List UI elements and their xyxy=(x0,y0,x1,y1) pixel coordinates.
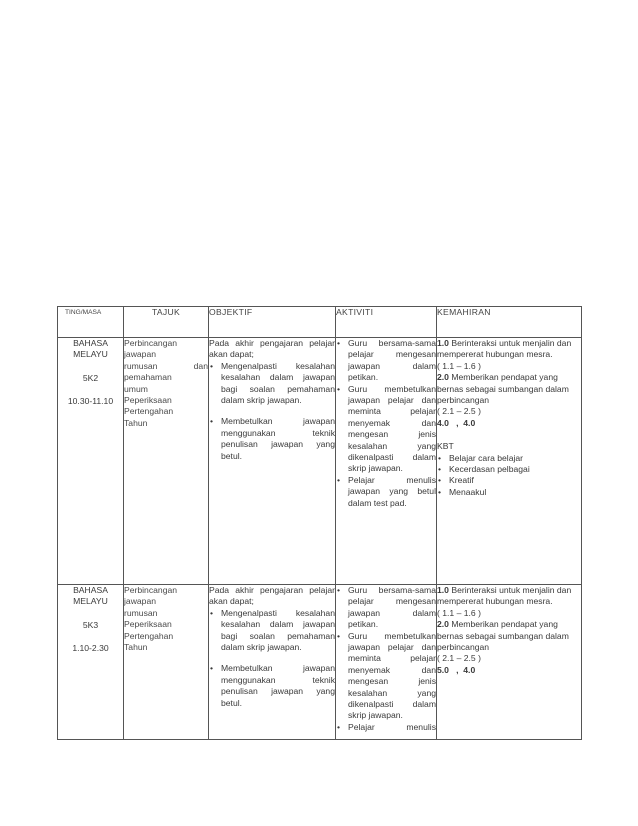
time-slot: 10.30-11.10 xyxy=(67,396,114,407)
skill-text: Berinteraksi untuk menjalin dan mempererat hubungan mesra. xyxy=(437,585,572,607)
activity-item: • Guru membetulkan jawapan pelajar dan meminta pelajar menyemak dan mengesan jenis kesalahan yang dikenalpasti dalam skrip jawapan. xyxy=(336,631,436,722)
skills-cell xyxy=(437,585,582,740)
header-ting-masa: TING/MASA xyxy=(58,307,124,338)
header-tajuk: TAJUK xyxy=(124,307,209,338)
objective-cell xyxy=(209,585,336,740)
objective-item: • Mengenalpasti kesalahan kesalahan dalam jawapan bagi soalan pemahaman dalam skrip jawapan. xyxy=(209,608,335,654)
skill-number: 1.0 xyxy=(437,338,449,348)
topic-line: Pertengahan xyxy=(124,630,174,641)
skill-number: 2.0 xyxy=(437,372,449,383)
skill-text: Memberikan pendapat yang bernas sebagai sumbangan dalam perbincangan xyxy=(437,372,569,406)
objective-cell xyxy=(209,338,336,585)
table-row xyxy=(58,338,582,585)
objective-item: • Membetulkan jawapan menggunakan teknik penulisan jawapan yang betul. xyxy=(209,416,335,462)
skill-text: Memberikan pendapat yang bernas sebagai sumbangan dalam perbincangan xyxy=(437,619,569,653)
topic-line: Peperiksaan xyxy=(124,619,172,630)
topic-line: umum xyxy=(124,383,148,394)
activity-item: • Pelajar menulis jawapan yang betul dalam test pad. xyxy=(336,475,436,509)
skill-text: Berinteraksi untuk menjalin dan mempererat hubungan mesra. xyxy=(437,338,572,360)
skills-cell xyxy=(437,338,582,585)
activity-item: • Guru bersama-sama pelajar mengesan jawapan dalam petikan. xyxy=(336,338,436,384)
activity-item: • Guru membetulkan jawapan pelajar dan meminta pelajar menyemak dan mengesan jenis kesalahan yang dikenalpasti dalam skrip jawapan. xyxy=(336,384,436,475)
kbt-item: • Belajar cara belajar xyxy=(437,453,581,464)
subject-line: MELAYU xyxy=(73,349,108,360)
kbt-item: • Kreatif xyxy=(437,475,581,486)
class-name: 5K3 xyxy=(82,619,99,630)
skill-number: 1.0 xyxy=(437,585,449,595)
skill-range: ( 1.1 – 1.6 ) xyxy=(437,360,481,371)
skill-numbers: 5.0 , 4.0 xyxy=(437,664,476,675)
topic-cell xyxy=(124,338,209,585)
objective-item: • Mengenalpasti kesalahan kesalahan dalam jawapan bagi soalan pemahaman dalam skrip jawapan. xyxy=(209,361,335,407)
topic-line: rumusan xyxy=(124,607,158,618)
subject-line: MELAYU xyxy=(73,596,108,607)
class-time-cell xyxy=(58,585,124,740)
kbt-label: KBT xyxy=(437,441,454,452)
topic-line: jawapan xyxy=(124,596,157,607)
topic-line: rumusan dan xyxy=(124,360,208,371)
topic-line: jawapan xyxy=(124,349,157,360)
header-aktiviti: AKTIVITI xyxy=(336,307,437,338)
topic-line: Tahun xyxy=(124,417,148,428)
objective-intro: Pada akhir pengajaran pelajar akan dapat; xyxy=(209,338,335,360)
topic-line: Tahun xyxy=(124,642,148,653)
skill-range: ( 2.1 – 2.5 ) xyxy=(437,653,481,664)
subject-line: BAHASA xyxy=(73,338,108,348)
activity-item: • Guru bersama-sama pelajar mengesan jawapan dalam petikan. xyxy=(336,585,436,631)
activity-cell xyxy=(336,585,437,740)
skill-range: ( 2.1 – 2.5 ) xyxy=(437,406,481,417)
time-slot: 1.10-2.30 xyxy=(72,643,109,654)
kbt-item: • Menaakul xyxy=(437,487,581,498)
table-row xyxy=(58,585,582,740)
topic-line: Perbincangan xyxy=(124,585,178,595)
class-time-cell xyxy=(58,338,124,585)
activity-cell xyxy=(336,338,437,585)
activity-item: • Pelajar menulis xyxy=(336,722,436,732)
skill-number: 2.0 xyxy=(437,619,449,630)
skill-range: ( 1.1 – 1.6 ) xyxy=(437,607,481,618)
topic-line: Peperiksaan xyxy=(124,395,172,406)
objective-item: • Membetulkan jawapan menggunakan teknik penulisan jawapan yang betul. xyxy=(209,663,335,709)
objective-intro: Pada akhir pengajaran pelajar akan dapat; xyxy=(209,585,335,607)
topic-line: Perbincangan xyxy=(124,338,178,348)
topic-line: Pertengahan xyxy=(124,406,174,417)
topic-cell xyxy=(124,585,209,740)
kbt-item: • Kecerdasan pelbagai xyxy=(437,464,581,475)
subject-line: BAHASA xyxy=(73,585,108,595)
header-objektif: OBJEKTIF xyxy=(209,307,336,338)
class-name: 5K2 xyxy=(82,372,99,383)
lesson-plan-table xyxy=(57,306,582,740)
topic-line: pemahaman xyxy=(124,372,172,383)
header-kemahiran: KEMAHIRAN xyxy=(437,307,582,338)
header-row xyxy=(58,307,582,338)
skill-numbers: 4.0 , 4.0 xyxy=(437,417,476,428)
